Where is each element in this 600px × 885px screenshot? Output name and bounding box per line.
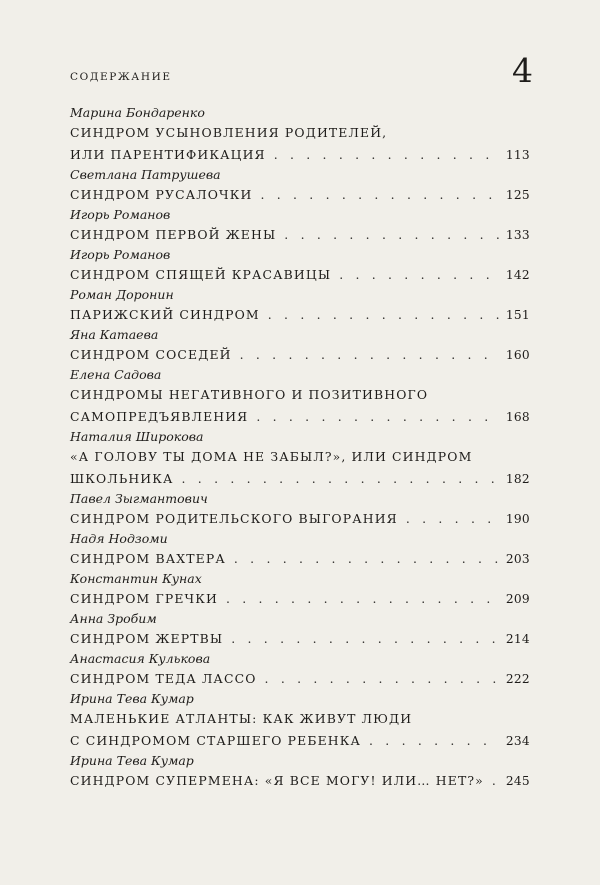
- dot-leader: [256, 406, 499, 428]
- dot-leader: [231, 628, 500, 650]
- entry-author: Светлана Патрушева: [70, 167, 221, 182]
- entry-title-line: СИНДРОМ РУСАЛОЧКИ: [70, 187, 253, 202]
- toc-entry: [70, 570, 530, 610]
- entry-title-line: МАЛЕНЬКИЕ АТЛАНТЫ: КАК ЖИВУТ ЛЮДИ: [70, 711, 413, 726]
- toc-entry: [70, 650, 530, 690]
- entry-title-line: С СИНДРОМОМ СТАРШЕГО РЕБЕНКА: [70, 733, 362, 748]
- entry-author: Ирина Тева Кумар: [70, 691, 194, 706]
- entry-author: Анастасия Кулькова: [70, 651, 211, 666]
- entry-author: Елена Садова: [70, 367, 162, 382]
- dot-leader: [284, 224, 500, 246]
- entry-page-number: 214: [505, 632, 530, 646]
- entry-title-line: СИНДРОМ СУПЕРМЕНА: «Я ВСЕ МОГУ! ИЛИ… НЕТ?»: [70, 773, 484, 788]
- entry-title-row: [70, 224, 530, 246]
- entry-title-row: [70, 730, 530, 752]
- section-header: СОДЕРЖАНИЕ: [70, 71, 172, 83]
- entry-title-line: СИНДРОМ РОДИТЕЛЬСКОГО ВЫГОРАНИЯ: [70, 511, 398, 526]
- entry-page-number: 182: [505, 472, 530, 486]
- entry-title-line: СИНДРОМ ЖЕРТВЫ: [70, 631, 224, 646]
- dot-leader: [339, 264, 500, 286]
- entry-page-number: 133: [505, 228, 530, 242]
- entry-author: Яна Катаева: [70, 327, 159, 342]
- entry-title-line: САМОПРЕДЪЯВЛЕНИЯ: [70, 409, 249, 424]
- entry-page-number: 245: [505, 774, 530, 788]
- entry-page-number: 151: [505, 308, 530, 322]
- entry-title-row: [70, 588, 530, 610]
- entry-author: Надя Нодзоми: [70, 531, 168, 546]
- entry-author: Ирина Тева Кумар: [70, 753, 194, 768]
- dot-leader: [265, 668, 500, 690]
- entry-title-row: [70, 668, 530, 690]
- entry-title-row: [70, 406, 530, 428]
- table-of-contents: [70, 104, 530, 792]
- entry-page-number: 222: [505, 672, 530, 686]
- toc-entry: [70, 530, 530, 570]
- entry-page-number: 113: [505, 148, 530, 162]
- entry-author: Константин Кунах: [70, 571, 202, 586]
- entry-title-line: СИНДРОМ УСЫНОВЛЕНИЯ РОДИТЕЛЕЙ,: [70, 125, 388, 140]
- dot-leader: [406, 508, 500, 530]
- toc-entry: [70, 366, 530, 428]
- entry-title-line: СИНДРОМ СПЯЩЕЙ КРАСАВИЦЫ: [70, 267, 332, 282]
- dot-leader: [234, 548, 500, 570]
- dot-leader: [268, 304, 500, 326]
- entry-author: Роман Доронин: [70, 287, 174, 302]
- dot-leader: [260, 184, 499, 206]
- entry-title-row: [70, 264, 530, 286]
- entry-title-row: [70, 344, 530, 366]
- toc-entry: [70, 428, 530, 490]
- dot-leader: [369, 730, 500, 752]
- entry-page-number: 125: [505, 188, 530, 202]
- entry-title-line: СИНДРОМ ПЕРВОЙ ЖЕНЫ: [70, 227, 277, 242]
- entry-title-row: [70, 304, 530, 326]
- entry-title-row: [70, 184, 530, 206]
- toc-entry: [70, 104, 530, 166]
- entry-title-row: [70, 628, 530, 650]
- entry-title-line: СИНДРОМ ГРЕЧКИ: [70, 591, 218, 606]
- entry-author: Марина Бондаренко: [70, 105, 205, 120]
- entry-title-line: СИНДРОМ ВАХТЕРА: [70, 551, 226, 566]
- toc-entry: [70, 610, 530, 650]
- entry-author: Павел Зыгмантович: [70, 491, 208, 506]
- entry-title-line: СИНДРОМ СОСЕДЕЙ: [70, 347, 232, 362]
- entry-title-line: СИНДРОМЫ НЕГАТИВНОГО И ПОЗИТИВНОГО: [70, 387, 429, 402]
- entry-title-row: [70, 468, 530, 490]
- entry-page-number: 209: [505, 592, 530, 606]
- entry-title-line: «А ГОЛОВУ ТЫ ДОМА НЕ ЗАБЫЛ?», ИЛИ СИНДРОМ: [70, 449, 473, 464]
- entry-title-line: ПАРИЖСКИЙ СИНДРОМ: [70, 307, 260, 322]
- page-number: 4: [512, 51, 533, 90]
- entry-author: Игорь Романов: [70, 207, 171, 222]
- entry-page-number: 160: [505, 348, 530, 362]
- entry-author: Наталия Широкова: [70, 429, 204, 444]
- dot-leader: [182, 468, 500, 490]
- dot-leader: [492, 770, 500, 792]
- toc-entry: [70, 326, 530, 366]
- toc-entry: [70, 490, 530, 530]
- dot-leader: [240, 344, 500, 366]
- entry-title-row: [70, 548, 530, 570]
- entry-page-number: 234: [505, 734, 530, 748]
- entry-page-number: 168: [505, 410, 530, 424]
- entry-page-number: 142: [505, 268, 530, 282]
- entry-page-number: 190: [505, 512, 530, 526]
- toc-entry: [70, 166, 530, 206]
- entry-author: Анна Зробим: [70, 611, 157, 626]
- dot-leader: [274, 144, 500, 166]
- entry-title-row: [70, 144, 530, 166]
- entry-title-line: ИЛИ ПАРЕНТИФИКАЦИЯ: [70, 147, 266, 162]
- entry-title-line: ШКОЛЬНИКА: [70, 471, 174, 486]
- entry-title-row: [70, 770, 530, 792]
- dot-leader: [226, 588, 500, 610]
- toc-entry: [70, 246, 530, 286]
- toc-entry: [70, 752, 530, 792]
- entry-author: Игорь Романов: [70, 247, 171, 262]
- toc-entry: [70, 206, 530, 246]
- entry-title-line: СИНДРОМ ТЕДА ЛАССО: [70, 671, 257, 686]
- entry-title-row: [70, 508, 530, 530]
- toc-entry: [70, 286, 530, 326]
- toc-entry: [70, 690, 530, 752]
- entry-page-number: 203: [505, 552, 530, 566]
